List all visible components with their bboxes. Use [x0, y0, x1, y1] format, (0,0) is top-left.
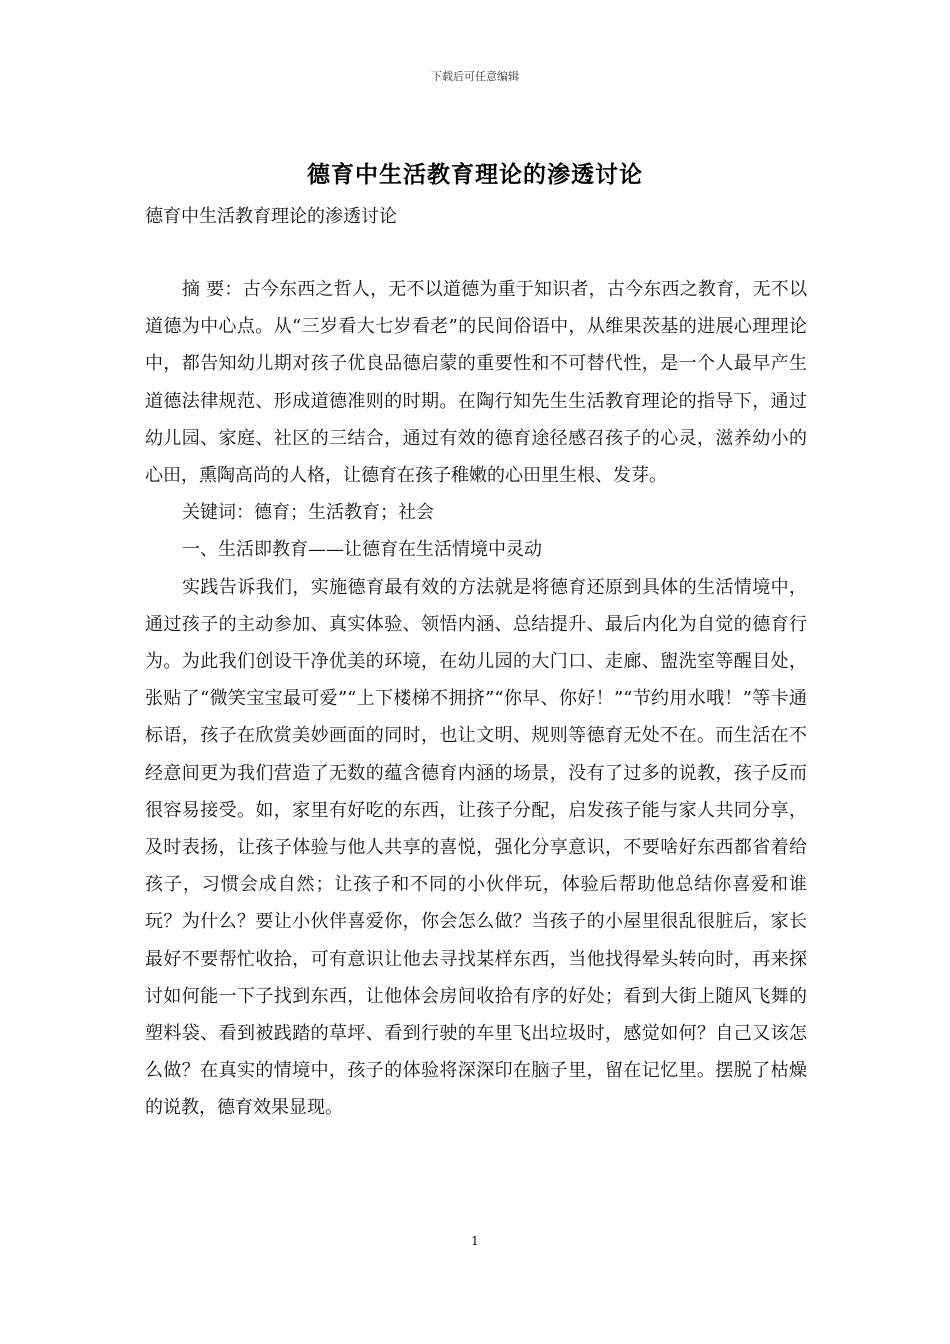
- page-header: 下载后可任意编辑: [431, 70, 519, 83]
- abstract-paragraph: 摘 要：古今东西之哲人，无不以道德为重于知识者，古今东西之教育，无不以道德为中心点。从“三岁看大七岁看老”的民间俗语中，从维果茨基的进展心理理论中，都告知幼儿期对孩子优良品德启蒙的重要性和不可替代性，是一个人最早产生道德法律规范、形成道德准则的时期。在陶行知先生生活教育理论的指导下，通过幼儿园、家庭、社区的三结合，通过有效的德育途径感召孩子的心灵，滋养幼小的心田，熏陶高尚的人格，让德育在孩子稚嫩的心田里生根、发芽。: [145, 279, 807, 487]
- keywords-line: 关键词：德育；生活教育；社会: [182, 502, 434, 524]
- page-number: 1: [471, 1234, 479, 1248]
- body-paragraph: 实践告诉我们，实施德育最有效的方法就是将德育还原到具体的生活情境中，通过孩子的主动参加、真实体验、领悟内涵、总结提升、最后内化为自觉的德育行为。为此我们创设干净优美的环境，在幼儿园的大门口、走廊、盥洗室等醒目处，张贴了“微笑宝宝最可爱”“上下楼梯不拥挤”“你早、你好！”“节约用水哦！”等卡通标语，孩子在欣赏美妙画面的同时，也让文明、规则等德育无处不在。而生活在不经意间更为我们营造了无数的蕴含德育内涵的场景，没有了过多的说教，孩子反而很容易接受。如，家里有好吃的东西，让孩子分配，启发孩子能与家人共同分享，及时表扬，让孩子体验与他人共享的喜悦，强化分享意识，不要啥好东西都省着给孩子，习惯会成自然；让孩子和不同的小伙伴玩，体验后帮助他总结你喜爱和谁玩？为什么？要让小伙伴喜爱你，你会怎么做？当孩子的小屋里很乱很脏后，家长最好不要帮忙收拾，可有意识让他去寻找某样东西，当他找得晕头转向时，再来探讨如何能一下子找到东西，让他体会房间收拾有序的好处；看到大街上随风飞舞的塑料袋、看到被践踏的草坪、看到行驶的车里飞出垃圾时，感觉如何？自己又该怎么做？在真实的情境中，孩子的体验将深深印在脑子里，留在记忆里。摆脱了枯燥的说教，德育效果显现。: [145, 576, 807, 1119]
- section-heading: 一、生活即教育——让德育在生活情境中灵动: [182, 539, 542, 561]
- document-title: 德育中生活教育理论的渗透讨论: [307, 161, 643, 188]
- document-body: [145, 271, 807, 1127]
- document-subtitle: 德育中生活教育理论的渗透讨论: [145, 206, 397, 227]
